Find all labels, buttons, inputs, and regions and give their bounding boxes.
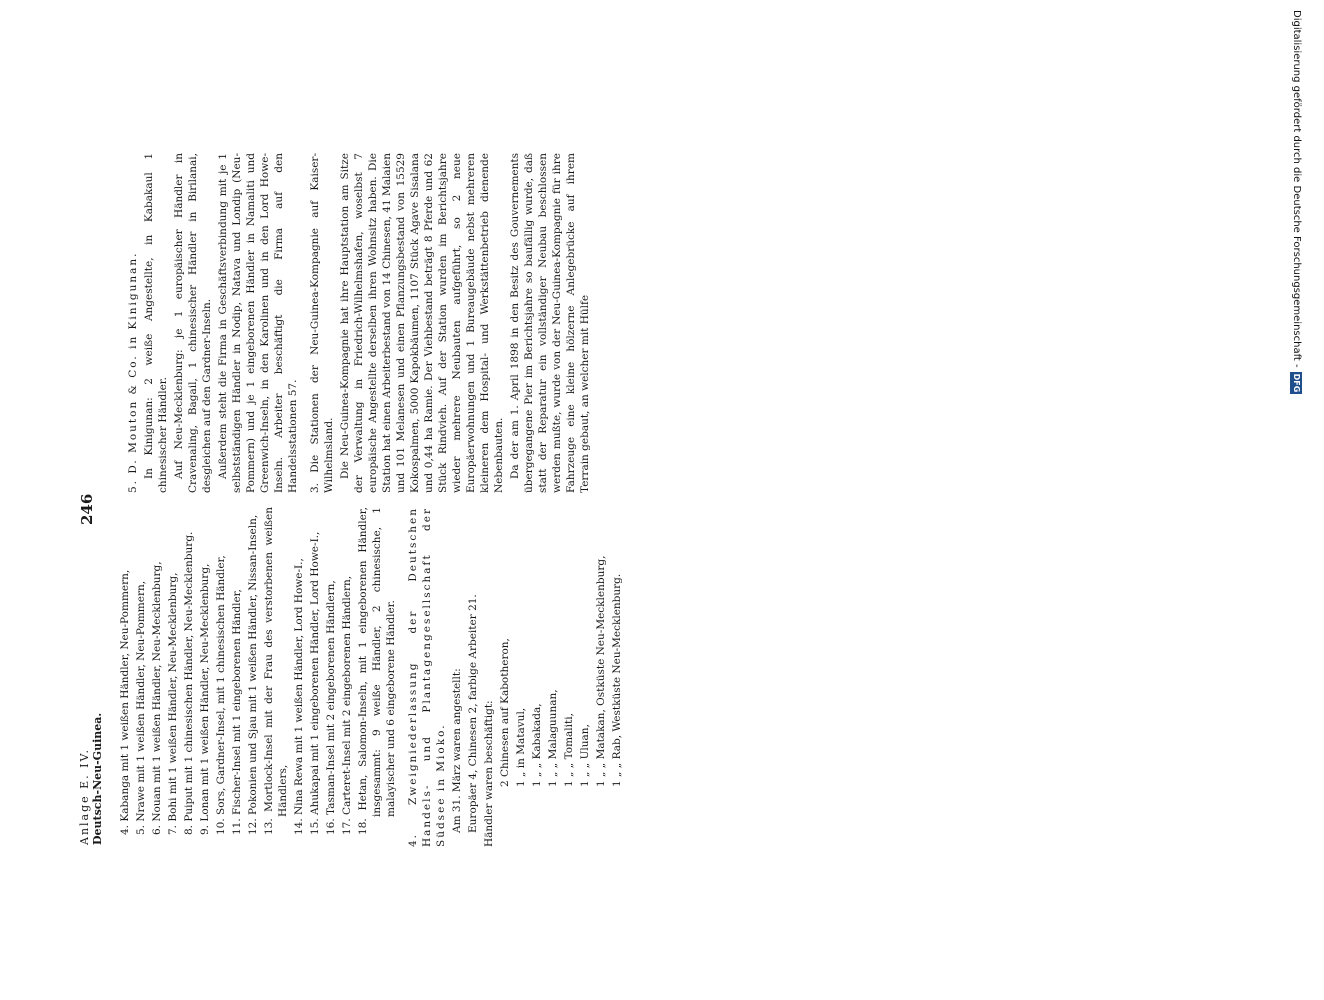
list-item: 1 „ „ Kabakada, [531,703,543,787]
region-label: Deutsch-Neu-Guinea. [91,712,104,845]
list-item: 15. Ahukapai mit 1 eingeborenen Händler, Lord Howe-I., [309,531,321,835]
list-item: 13. Mortlock-Insel mit der Frau des verstorbenen weißen Händlers, [263,507,289,835]
list-item: 1 „ „ Rab, Westküste Neu-Mecklenburg. [611,573,623,787]
list-item: 7. Bohi mit 1 weißen Händler, Neu-Mecklenburg, [167,572,179,835]
list-item: 14. Nina Rewa mit 1 weißen Händler, Lord Howe-I., [293,558,305,835]
page-header [72,145,112,855]
column-left [118,507,626,847]
list-item: 6. Nouan mit 1 weißen Händler, Neu-Mecklenburg, [151,561,163,835]
list-item: 18. Hetan, Salomon-Inseln, mit 1 eingeborenen Händler, insgesammt: 9 weiße Händler, 2 chinesische, 1 malayischer und 6 eingeborene Händler. [357,507,397,835]
column-right [118,153,594,493]
list-item: 9. Lonan mit 1 weißen Händler, Neu-Mecklenburg, [199,563,211,835]
list-item: 11. Fischer-Insel mit 1 eingeborenen Händler, [231,589,243,835]
running-head [78,713,104,845]
credit-text: Digitalisierung gefördert durch die Deutsche Forschungsgemeinschaft - [1291,10,1302,368]
section-heading: 4. Zweigniederlassung der Deutschen Handels- und Plantagengesellschaft der Südsee in Mioko. [407,507,447,847]
paragraph: In Kinigunan: 2 weiße Angestellte, in Kabakaul 1 chinesischer Händler. [143,153,169,493]
page-number: 246 [78,493,96,525]
list-item: 1 „ „ Uluan, [579,724,591,787]
list-item: 16. Tasman-Insel mit 2 eingeborenen Händlern, [325,580,337,835]
text-columns [118,145,1238,855]
paragraph: Händler waren beschäftigt: [483,700,495,847]
paragraph: Am 31. März waren angestellt: [451,668,463,833]
list-item: 1 „ „ Tomaliti, [563,713,575,787]
paragraph: Auf Neu-Mecklenburg: je 1 europäischer Händler in Cravenaling, Bagail, 1 chinesischer Händler in Birilanai, desgleichen auf den Gardner-Inseln. [173,153,213,493]
list-item: 10. Sors, Gardner-Insel, mit 1 chinesischen Händler, [215,555,227,835]
paragraph: Außerdem steht die Firma in Geschäftsverbindung mit je 1 selbstständigen Händler in Nodip, Natava und Londip (Neu-Pommern) und je 1 eingeborenen Händler in Namaliti und Greenwich-Inseln, in den Karolinen und in den Lord Howe-Inseln. Arbeiter beschäftigt die Firma auf den Handelsstationen 57. [217,153,299,493]
list-item: 5. Nrawe mit 1 weißen Händler, Neu-Pommern, [135,580,147,835]
section-heading: 3. Die Stationen der Neu-Guinea-Kompagnie auf Kaiser-Wilhelmsland. [309,153,335,493]
list-item: 2 Chinesen auf Kabotheron, [499,638,511,787]
paragraph: Da der am 1. April 1898 in den Besitz des Gouvernements übergegangene Pier im Berichtsjahre so baufällig wurde, daß statt der Reparatur ein vollständiger Neubau beschlossen werden mußte, wurde von der Neu-Guinea-Kompagnie für ihre Fahrzeuge eine kleine hölzerne Anlegebrücke auf ihrem Terrain gebaut, an welcher mit Hülfe [509,153,591,493]
list-item: 1 „ „ Malaguunan, [547,689,559,787]
dfg-logo: DFG [1292,373,1301,393]
annex-label: Anlage E. IV. [78,747,91,845]
digitization-credit [1283,10,1309,393]
list-item: 8. Puiput mit 1 chinesischen Händler, Neu-Mecklenburg. [183,531,195,835]
paragraph: Die Neu-Guinea-Kompagnie hat ihre Hauptstation am Sitze der Verwaltung in Friedrich-Wilhelmshafen, woselbst 7 europäische Angestellte derselben ihren Wohnsitz haben. Die Station hat einen Arbeiterbestand von 14 Chinesen, 41 Malaien und 101 Melanesen und einen Pflanzungsbestand von 15529 Kokospalmen, 5000 Kapokbäumen, 1107 Stück Agave Sisalana und 0,44 ha Ramie. Der Viehbestand beträgt 8 Pferde und 62 Stück Rindvieh. Auf der Station wurden im Berichtsjahre wieder mehrere Neubauten aufgeführt, so 2 neue Europäerwohnungen und 1 Bureaugebäude nebst mehreren kleineren dem Hospital- und Werkstättenbetrieb dienende Nebenbauten. [339,153,505,493]
paragraph: Europäer 4, Chinesen 2, farbige Arbeiter 21. [467,594,479,833]
rotated-scanned-page [72,145,1252,855]
list-item: 12. Pokonien und Sjau mit 1 weißen Händler, Nissan-Inseln, [247,514,259,835]
list-item: 1 „ „ Matakan, Ostküste Neu-Mecklenburg, [595,555,607,787]
list-item: 1 „ in Matavul, [515,707,527,787]
page [72,145,1252,855]
list-item: 4. Kabanga mit 1 weißen Händler, Neu-Pommern, [119,569,131,835]
section-heading: 5. D. Mouton & Co. in Kinigunan. [127,251,139,493]
list-item: 17. Carteret-Insel mit 2 eingeborenen Händlern, [341,575,353,835]
